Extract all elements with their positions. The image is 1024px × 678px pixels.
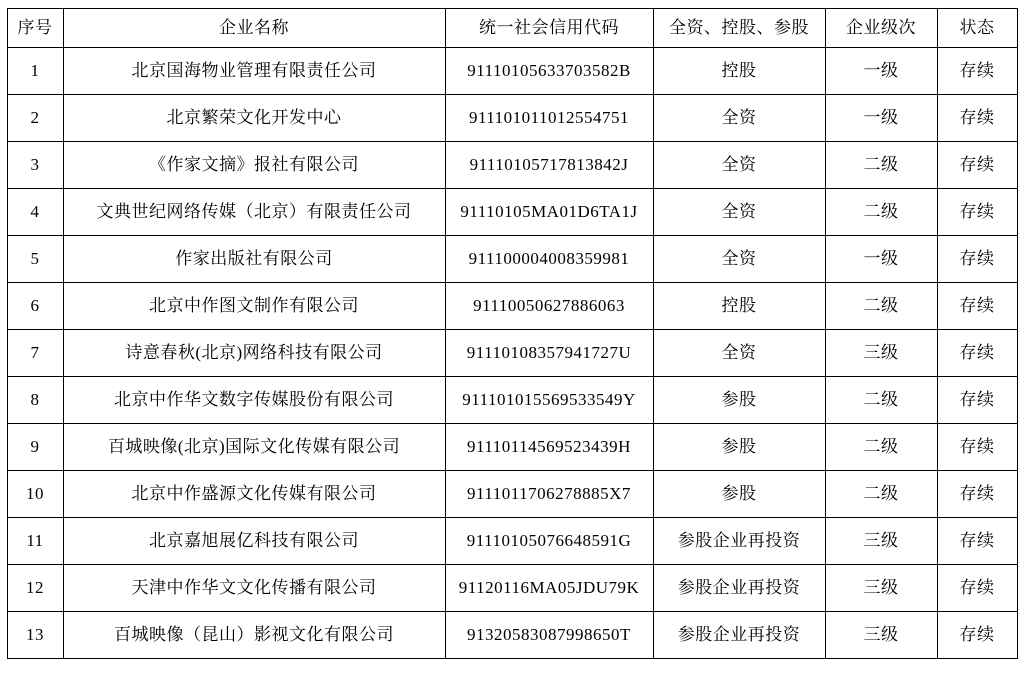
cell-level: 一级 [825,48,937,95]
cell-name: 北京繁荣文化开发中心 [63,95,445,142]
column-header-seq: 序号 [7,9,63,48]
cell-status: 存续 [937,424,1017,471]
cell-status: 存续 [937,236,1017,283]
cell-name: 诗意春秋(北京)网络科技有限公司 [63,330,445,377]
cell-status: 存续 [937,48,1017,95]
cell-name: 天津中作华文文化传播有限公司 [63,565,445,612]
cell-name: 北京中作华文数字传媒股份有限公司 [63,377,445,424]
cell-name: 作家出版社有限公司 [63,236,445,283]
cell-level: 二级 [825,189,937,236]
cell-equity: 参股 [653,424,825,471]
cell-code: 91110105MA01D6TA1J [445,189,653,236]
table-header [7,9,1017,48]
cell-equity: 全资 [653,189,825,236]
cell-equity: 参股企业再投资 [653,565,825,612]
cell-level: 二级 [825,377,937,424]
cell-code: 91110105717813842J [445,142,653,189]
cell-level: 二级 [825,283,937,330]
cell-code: 91110108357941727U [445,330,653,377]
cell-name: 北京中作盛源文化传媒有限公司 [63,471,445,518]
cell-status: 存续 [937,189,1017,236]
cell-equity: 控股 [653,283,825,330]
cell-level: 二级 [825,471,937,518]
table-row [7,377,1017,424]
table-row [7,142,1017,189]
cell-level: 三级 [825,612,937,659]
table-row [7,283,1017,330]
cell-name: 文典世纪网络传媒（北京）有限责任公司 [63,189,445,236]
cell-level: 三级 [825,565,937,612]
cell-level: 一级 [825,236,937,283]
cell-level: 二级 [825,142,937,189]
cell-status: 存续 [937,377,1017,424]
cell-seq: 11 [7,518,63,565]
table-header-row [7,9,1017,48]
cell-equity: 参股企业再投资 [653,612,825,659]
cell-equity: 全资 [653,236,825,283]
table-row [7,48,1017,95]
column-header-level: 企业级次 [825,9,937,48]
cell-status: 存续 [937,283,1017,330]
table-row [7,471,1017,518]
cell-name: 《作家文摘》报社有限公司 [63,142,445,189]
cell-status: 存续 [937,565,1017,612]
table-row [7,95,1017,142]
cell-status: 存续 [937,330,1017,377]
cell-code: 91110105076648591G [445,518,653,565]
cell-status: 存续 [937,95,1017,142]
cell-status: 存续 [937,612,1017,659]
cell-code: 91110114569523439H [445,424,653,471]
cell-name: 北京国海物业管理有限责任公司 [63,48,445,95]
cell-equity: 参股企业再投资 [653,518,825,565]
cell-seq: 13 [7,612,63,659]
column-header-equity: 全资、控股、参股 [653,9,825,48]
column-header-name: 企业名称 [63,9,445,48]
cell-equity: 参股 [653,471,825,518]
cell-seq: 5 [7,236,63,283]
cell-equity: 控股 [653,48,825,95]
cell-seq: 9 [7,424,63,471]
table-row [7,518,1017,565]
cell-level: 二级 [825,424,937,471]
cell-code: 91110050627886063 [445,283,653,330]
enterprise-table [7,8,1018,659]
cell-equity: 全资 [653,95,825,142]
column-header-status: 状态 [937,9,1017,48]
cell-name: 百城映像（昆山）影视文化有限公司 [63,612,445,659]
cell-seq: 10 [7,471,63,518]
cell-seq: 2 [7,95,63,142]
cell-code: 91110105633703582B [445,48,653,95]
cell-level: 三级 [825,330,937,377]
table-row [7,424,1017,471]
table-row [7,330,1017,377]
cell-seq: 1 [7,48,63,95]
table-row [7,565,1017,612]
column-header-code: 统一社会信用代码 [445,9,653,48]
cell-seq: 4 [7,189,63,236]
cell-seq: 3 [7,142,63,189]
cell-name: 百城映像(北京)国际文化传媒有限公司 [63,424,445,471]
cell-level: 一级 [825,95,937,142]
table-body [7,48,1017,659]
cell-equity: 全资 [653,142,825,189]
cell-status: 存续 [937,142,1017,189]
cell-code: 9111011706278885X7 [445,471,653,518]
cell-code: 911101011012554751 [445,95,653,142]
cell-seq: 7 [7,330,63,377]
table-row [7,189,1017,236]
cell-level: 三级 [825,518,937,565]
cell-name: 北京中作图文制作有限公司 [63,283,445,330]
cell-seq: 8 [7,377,63,424]
table-row [7,236,1017,283]
cell-code: 91120116MA05JDU79K [445,565,653,612]
cell-status: 存续 [937,471,1017,518]
cell-name: 北京嘉旭展亿科技有限公司 [63,518,445,565]
cell-code: 911100004008359981 [445,236,653,283]
cell-status: 存续 [937,518,1017,565]
cell-code: 911101015569533549Y [445,377,653,424]
cell-seq: 6 [7,283,63,330]
cell-code: 91320583087998650T [445,612,653,659]
cell-seq: 12 [7,565,63,612]
cell-equity: 参股 [653,377,825,424]
table-row [7,612,1017,659]
cell-equity: 全资 [653,330,825,377]
